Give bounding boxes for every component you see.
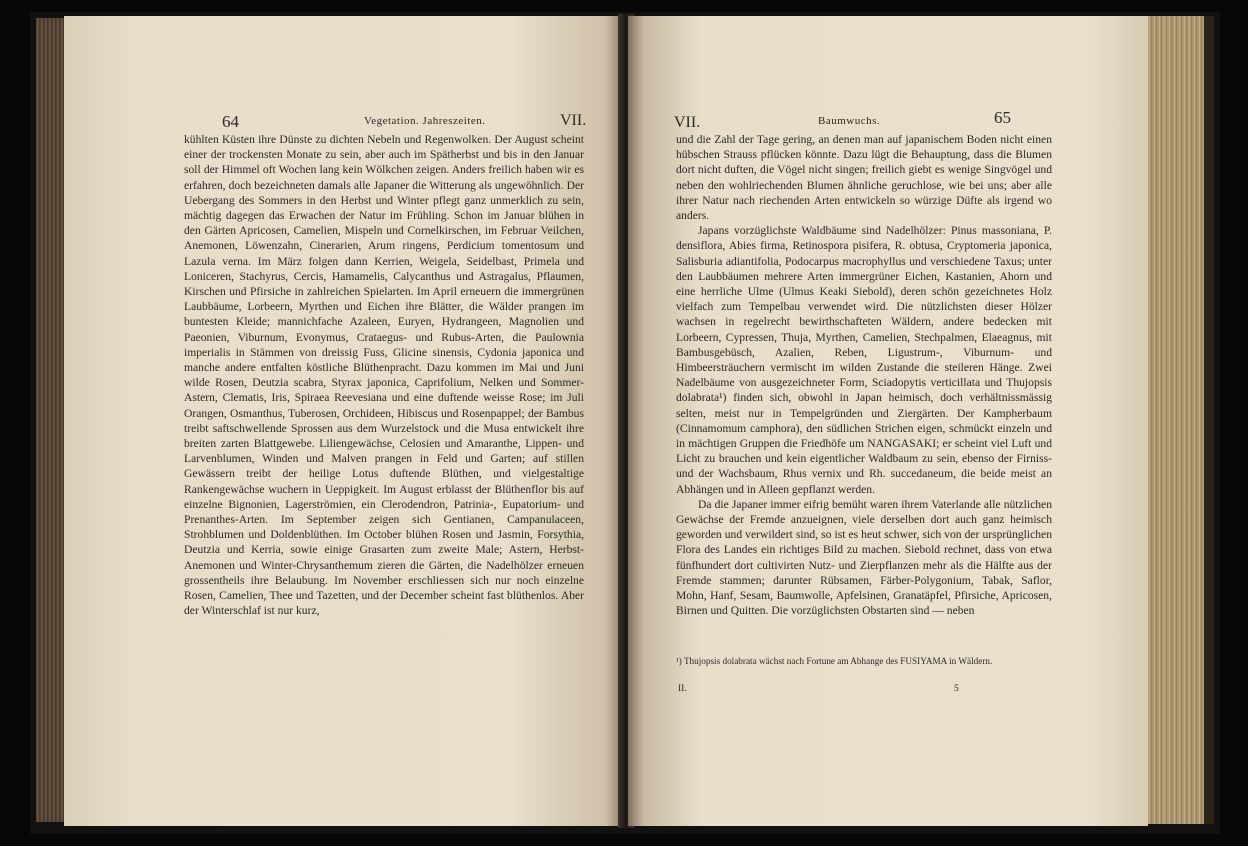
signature-mark-left: II. xyxy=(678,684,687,694)
right-running-title: Baumwuchs. xyxy=(818,115,881,127)
right-body-text xyxy=(676,132,1052,619)
right-footnote: ¹) Thujopsis dolabrata wächst nach Fortune am Abhange des FUSIYAMA in Wäldern. xyxy=(676,656,993,666)
left-page xyxy=(64,16,622,826)
left-running-title: Vegetation. Jahreszeiten. xyxy=(364,115,486,127)
right-paragraph-1: und die Zahl der Tage gering, an denen man auf japanischem Boden nicht einen hübschen Strauss pflücken könnte. Dazu lügt die Behauptung, dass die Blumen dort nicht duften, die Vögel nicht singen; freilich giebt es wenige Singvögel und neben den wohlriechenden Blumen ähnliche geruchlose, wie bei uns; aber alle ihrer Natur nach riechenden Arten entwickeln so würzige Düfte als irgend wo anders. xyxy=(676,133,1052,223)
right-paragraph-2: Japans vorzüglichste Waldbäume sind Nadelhölzer: Pinus massoniana, P. densiflora, Abies firma, Retinospora pisifera, R. obtusa, Cryptomeria japonica, Salisburia adiantifolia, Podocarpus macrophyllus und verschiedene Taxus; unter den Laubbäumen mehrere Arten immergrüner Eichen, Kastanien, Ahorn und eine herrliche Ulme (Ulmus Keaki Siebold), deren schön gezeichnetes Holz vielfach zum Tempelbau verwendet wird. Die nützlichsten dieser Hölzer wachsen in regelrecht bewirthschafteten Wäldern, andere bedecken mit Lorbeern, Cypressen, Thuja, Myrthen, Camelien, Stechpalmen, Elaeagnus, mit Bambusgebüsch, Azalien, Reben, Ligustrum-, Viburnum- und Himbeersträuchern vermischt im wilden Zustande die steileren Hänge. Zwei Nadelbäume von ausgezeichneter Form, Sciadopytis verticillata und Thujopsis dolabrata¹) finden sich, obwohl in Japan heimisch, doch verhältnissmässig selten, meist nur in Tempelgründen und Ziergärten. Der Kampherbaum (Cinnamomum camphora), den südlichen Strichen eigen, schmückt einzeln und in mächtigen Gruppen die Friedhöfe um NANGASAKI; er scheint viel Luft und Licht zu brauchen und kein eigentlicher Waldbaum zu sein, ebenso der Firniss- und der Wachsbaum, Rhus vernix und Rh. succedaneum, die beide meist an Abhängen und in Alleen gepflanzt werden. xyxy=(676,224,1052,496)
right-page-edges xyxy=(1148,16,1214,824)
right-page xyxy=(628,16,1148,826)
left-page-number: 64 xyxy=(222,112,239,131)
right-section-number: VII. xyxy=(674,114,701,131)
left-page-edges xyxy=(36,18,66,822)
left-body-text xyxy=(184,132,584,619)
left-paragraph-1: kühlten Küsten ihre Dünste zu dichten Nebeln und Regenwolken. Der August scheint einer der trockensten Monate zu sein, aber auch im Spätherbst und bis in den Januar soll der Himmel oft Wochen lang kein Wölkchen zeigen. Anders freilich haben wir es erfahren, doch bezeichneten damals alle Japaner die Witterung als ungewöhnlich. Der Uebergang des Sommers in den Herbst und Winter pflegt ganz unmerklich zu sein, mächtig dagegen das Erwachen der Natur im Frühling. Schon im Januar blühen in den Gärten Apricosen, Camelien, Mispeln und Cornelkirschen, im Februar Veilchen, Anemonen, Löwenzahn, Cinerarien, Arum ringens, Perdicium tomentosum und Lazula verna. Im März folgen dann Kerrien, Weigela, Seidelbast, Primela und Loniceren, Stachyrus, Cercis, Hamamelis, Calycanthus und Astragalus, Pflaumen, Kirschen und Pfirsiche in zahlreichen Spielarten. Im April erneuern die immergrünen Laubbäume, Lorbeern, Myrthen und Eichen ihre Blätter, die Wälder prangen im buntesten Kleide; mannichfache Azaleen, Euryen, Hydrangeen, Magnolien und Paeonien, Viburnum, Evonymus, Crataegus- und Rubus-Arten, die Paulownia imperialis in Stämmen von dreissig Fuss, Glicine sinensis, Cydonia japonica und manche andere entfalten köstliche Blüthenpracht. Dazu kommen im Mai und Juni wilde Rosen, Deutzia scabra, Styrax japonica, Caprifolium, Nelken und Sommer-Astern, Clematis, Iris, Spiraea Reevesiana und eine duftende weisse Rose; im Juli Orangen, Osmanthus, Tuberosen, Orchideen, Hibiscus und Rosenpappel; der Bambus treibt saftschwellende Sprossen aus dem Wurzelstock und die Musa entwickelt ihre breiten zarten Blattgewebe. Liliengewächse, Celosien und Amaranthe, Lippen- und Larvenblumen, Winden und Malven prangen in Feld und Garten; auf stillen Gewässern treibt der heilige Lotus duftende Blüthen, und vielgestaltige Rankengewächse wuchern in Ueppigkeit. Im August erblasst der Blüthenflor bis auf einzelne Bignonien, Lagerströmien, ein Clerodendron, Patrinia-, Eupatorium- und Prenanthes-Arten. Im September zeigen sich Gentianen, Campanulaceen, Strohblumen und Doldenblüthen. Im October blühen Rosen und Jasmin, Forsythia, Deutzia und Kerria, sowie einige Grasarten zum zweite Male; Astern, Herbst-Anemonen und Winter-Chrysanthemum zieren die Gärten, die Nadelhölzer erneuen grossentheils ihre Belaubung. Im November erschliessen sich nur noch einzelne Rosen, Camelien, Thee und Tazetten, und der December scheint fast blüthenlos. Aber der Winterschlaf ist nur kurz, xyxy=(184,133,584,618)
left-section-number: VII. xyxy=(560,112,587,129)
signature-mark-right: 5 xyxy=(954,684,959,694)
right-paragraph-3: Da die Japaner immer eifrig bemüht waren ihrem Vaterlande alle nützlichen Gewächse der Fremde anzueignen, viele derselben dort auch ganz heimisch geworden und verwildert sind, so ist es heut schwer, sich von der ursprünglichen Flora des Landes ein richtiges Bild zu machen. Siebold rechnet, dass von etwa fünfhundert dort cultivirten Nutz- und Zierpflanzen mehr als die Hälfte aus der Fremde stammen; darunter Rübsamen, Färber-Polygonium, Tabak, Saflor, Mohn, Hanf, Sesam, Baumwolle, Apfelsinen, Granatäpfel, Pfirsiche, Apricosen, Birnen und Quitten. Die vorzüglichsten Obstarten sind — neben xyxy=(676,497,1052,618)
right-page-number: 65 xyxy=(994,108,1011,127)
